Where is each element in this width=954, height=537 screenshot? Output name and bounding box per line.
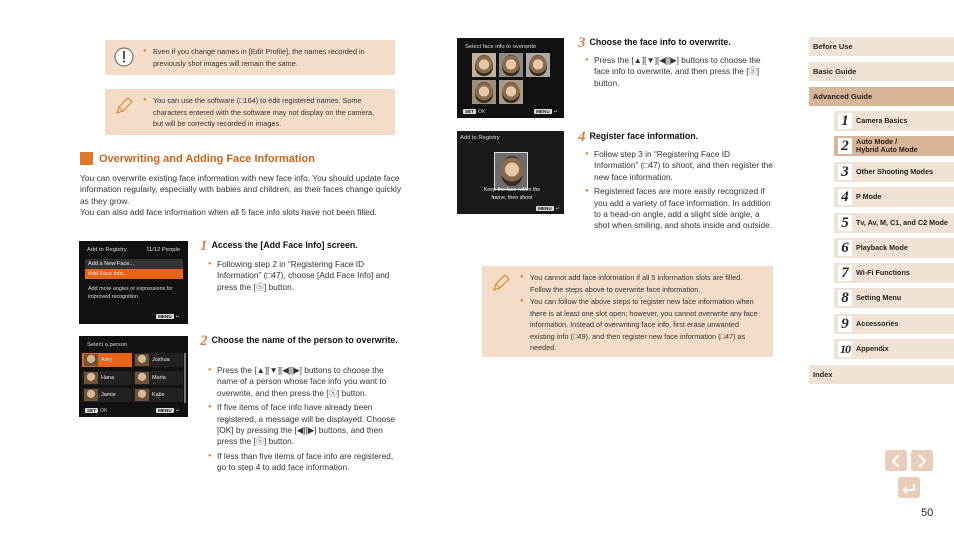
step-3-heading [578,37,778,50]
step-title: Access the [Add Face Info] screen. [211,240,358,250]
nav-chapter-8[interactable] [834,288,954,308]
menu-key-icon: MENU [536,109,550,114]
section-intro: You can overwrite existing face information with new face info. You should update face information regularly, especially with babies and children, as their faces change quickly as they grow. You can also add face information when all 5 face info slots have not been filled. [80,173,402,218]
step-2-heading [200,335,400,348]
face-photo-icon [502,55,520,76]
nav-chapter-3[interactable] [834,162,954,182]
step-bullet: ● If five items of face info have already been registered, a message will be displayed. Choose [OK] by pressing the [◀][▶] buttons, and then press the [Ⓢ] button. [208,402,400,448]
caution-note [105,40,395,75]
face-photo-icon [529,55,547,76]
chapter-number: 1 [838,113,852,129]
face-slot[interactable] [526,53,550,77]
scrollbar[interactable] [184,353,186,403]
back-icon: ↵ [175,314,180,320]
face-thumb-icon [135,389,149,401]
step-bullet: ● Following step 2 in “Registering Face ID Information” (□47), choose [Add Face Info] and press the [Ⓢ] button. [208,259,400,293]
chapter-label: Auto Mode / Hybrid Auto Mode [856,136,918,154]
person-katie[interactable]: Katie [133,388,183,402]
step-bullet: ● Follow step 3 in “Registering Face ID Information” (□47) to shoot, and then register the new face information. [585,149,775,183]
pencil-icon [113,95,135,117]
pencil-icon [490,272,512,294]
step-bullet: ● Registered faces are more easily recognized if you add a variety of face information. In addition to a head-on angle, add a slight side angle, a shot when smiling, and shots inside and outside. [585,186,775,232]
screen-hint: Add more angles or expressions for improved recognition [88,286,174,300]
chapter-number: 10 [840,342,850,356]
person-joshua[interactable]: Joshua [133,353,183,367]
face-thumb-icon [84,354,98,366]
screen-title: Add to Registry [87,247,127,253]
chapter-label: Wi-Fi Functions [856,267,910,277]
screen-title: Add to Registry [460,135,500,141]
nav-advanced-guide[interactable]: Advanced Guide [809,87,954,106]
step-number: 3 [578,35,586,51]
chapter-label: P Mode [856,191,882,201]
face-thumb-icon [135,354,149,366]
face-slot[interactable] [472,80,496,104]
face-frame [494,152,528,190]
step-bullet: ● Press the [▲][▼][◀][▶] buttons to choose the name of a person whose face info you want to overwrite, and then press the [Ⓢ] button. [208,365,400,399]
ok-label: OK [99,408,108,414]
tip-text: ● You cannot add face information if all 5 information slots are filled. Follow the steps above to overwrite face information. [520,272,763,295]
chapter-number: 3 [838,164,852,180]
person-jamie[interactable]: Jamie [82,388,132,402]
menu-key-icon: MENU [538,206,552,211]
nav-chapter-1[interactable] [834,111,954,131]
step-title: Choose the face info to overwrite. [589,37,731,47]
set-key-icon: SET [87,408,96,413]
menu-item-add-face-info[interactable]: Add Face Info... [85,269,183,279]
chapter-number: 5 [838,215,852,231]
nav-basic-guide[interactable]: Basic Guide [809,62,954,81]
ok-label: OK [477,109,486,115]
page-number: 50 [921,507,934,519]
screen-select-person [79,336,188,417]
face-thumb-icon [84,372,98,384]
face-photo-icon [475,82,493,103]
back-icon: ↵ [553,109,558,115]
previous-page-button[interactable] [885,450,907,471]
chapter-number: 8 [838,290,852,306]
step-bullet: ● If less than five items of face info are registered, go to step 4 to add face information. [208,451,400,474]
nav-index[interactable]: Index [809,365,954,384]
screen-add-to-registry [79,241,188,324]
face-slot[interactable] [472,53,496,77]
chapter-number: 9 [838,316,852,332]
nav-chapter-2[interactable] [834,136,954,156]
nav-chapter-10[interactable] [834,339,954,359]
person-maria[interactable]: Maria [133,371,183,385]
screen-footer-right [156,408,180,414]
return-button[interactable] [898,477,920,498]
chapter-label: Accessories [856,318,899,328]
menu-key-icon: MENU [158,314,172,319]
step-number: 1 [200,238,208,254]
face-slot[interactable] [499,80,523,104]
face-photo-icon [502,82,520,103]
nav-chapter-4[interactable] [834,187,954,207]
step-1-bullets [208,259,400,296]
tip-text: ● You can use the software (□164) to edit registered names. Some characters entered with the software may not display on the camera, but will be correctly recorded in images. [143,95,385,130]
step-title: Choose the name of the person to overwrite. [211,335,398,345]
screen-footer-right [534,109,558,115]
face-thumb-icon [135,372,149,384]
menu-item-add-new-face[interactable]: Add a New Face... [85,259,183,269]
chapter-label: Appendix [856,343,889,353]
step-title: Register face information. [589,131,699,141]
screen-footer-left [463,109,485,115]
step-number: 4 [578,129,586,145]
screen-select-face-info [457,38,564,118]
nav-chapter-5[interactable] [834,213,954,233]
nav-before-use[interactable]: Before Use [809,37,954,56]
screen-hint: Keep the face within the frame, then shoot [483,187,541,201]
person-amy[interactable]: Amy [82,353,132,367]
arrow-left-icon [890,454,902,468]
section-title-text: Overwriting and Adding Face Information [99,152,315,165]
screen-footer-left [85,408,107,414]
screen-title: Select face info to overwrite [465,44,537,50]
screen-shoot-face [457,131,564,214]
chapter-label: Setting Menu [856,292,902,302]
section-square-icon [80,152,93,165]
nav-chapter-9[interactable] [834,314,954,334]
next-page-button[interactable] [911,450,933,471]
chapter-label: Camera Basics [856,115,908,125]
nav-chapter-7[interactable] [834,263,954,283]
nav-chapter-6[interactable] [834,238,954,258]
screen-title: Select a person [87,342,128,348]
step-number: 2 [200,333,208,349]
chapter-label: Tv, Av, M, C1, and C2 Mode [856,217,948,227]
step-3-bullets [585,55,775,92]
arrow-right-icon [916,454,928,468]
face-photo-icon [475,55,493,76]
return-icon [902,482,916,494]
tip-note [105,89,395,135]
caution-text: ● Even if you change names in [Edit Profile], the names recorded in previously shot images will remain the same. [143,46,385,69]
chapter-label: Other Shooting Modes [856,166,934,176]
screen-count: 11/12 People [146,247,180,253]
chapter-number: 4 [838,189,852,205]
face-slot[interactable] [499,53,523,77]
step-bullet: ● Press the [▲][▼][◀][▶] buttons to choose the face info to overwrite, and then press the [Ⓢ] button. [585,55,775,89]
face-photo-icon [501,156,523,186]
back-icon: ↵ [175,408,180,414]
caution-icon [113,46,135,68]
menu-key-icon: MENU [158,408,172,413]
chapter-number: 2 [838,138,852,154]
tip-text: ● You can follow the above steps to register new face information when there is at least one slot open; however, you cannot overwrite any face information. Instead of overwriting face info, first erase unwanted existing info (□49), and then register new face information (□47) as needed. [520,296,763,354]
step-4-bullets [585,149,775,235]
step-1-heading [200,240,400,253]
step-2-bullets [208,365,400,477]
back-icon: ↵ [555,206,560,212]
step-4-heading [578,131,778,144]
section-title [80,152,315,165]
chapter-number: 7 [838,265,852,281]
face-thumb-icon [84,389,98,401]
chapter-label: Playback Mode [856,242,908,252]
tip-note-2 [482,266,773,357]
chapter-number: 6 [838,240,852,256]
person-hana[interactable]: Hana [82,371,132,385]
set-key-icon: SET [465,109,474,114]
screen-footer [156,314,180,320]
screen-footer [536,206,560,212]
